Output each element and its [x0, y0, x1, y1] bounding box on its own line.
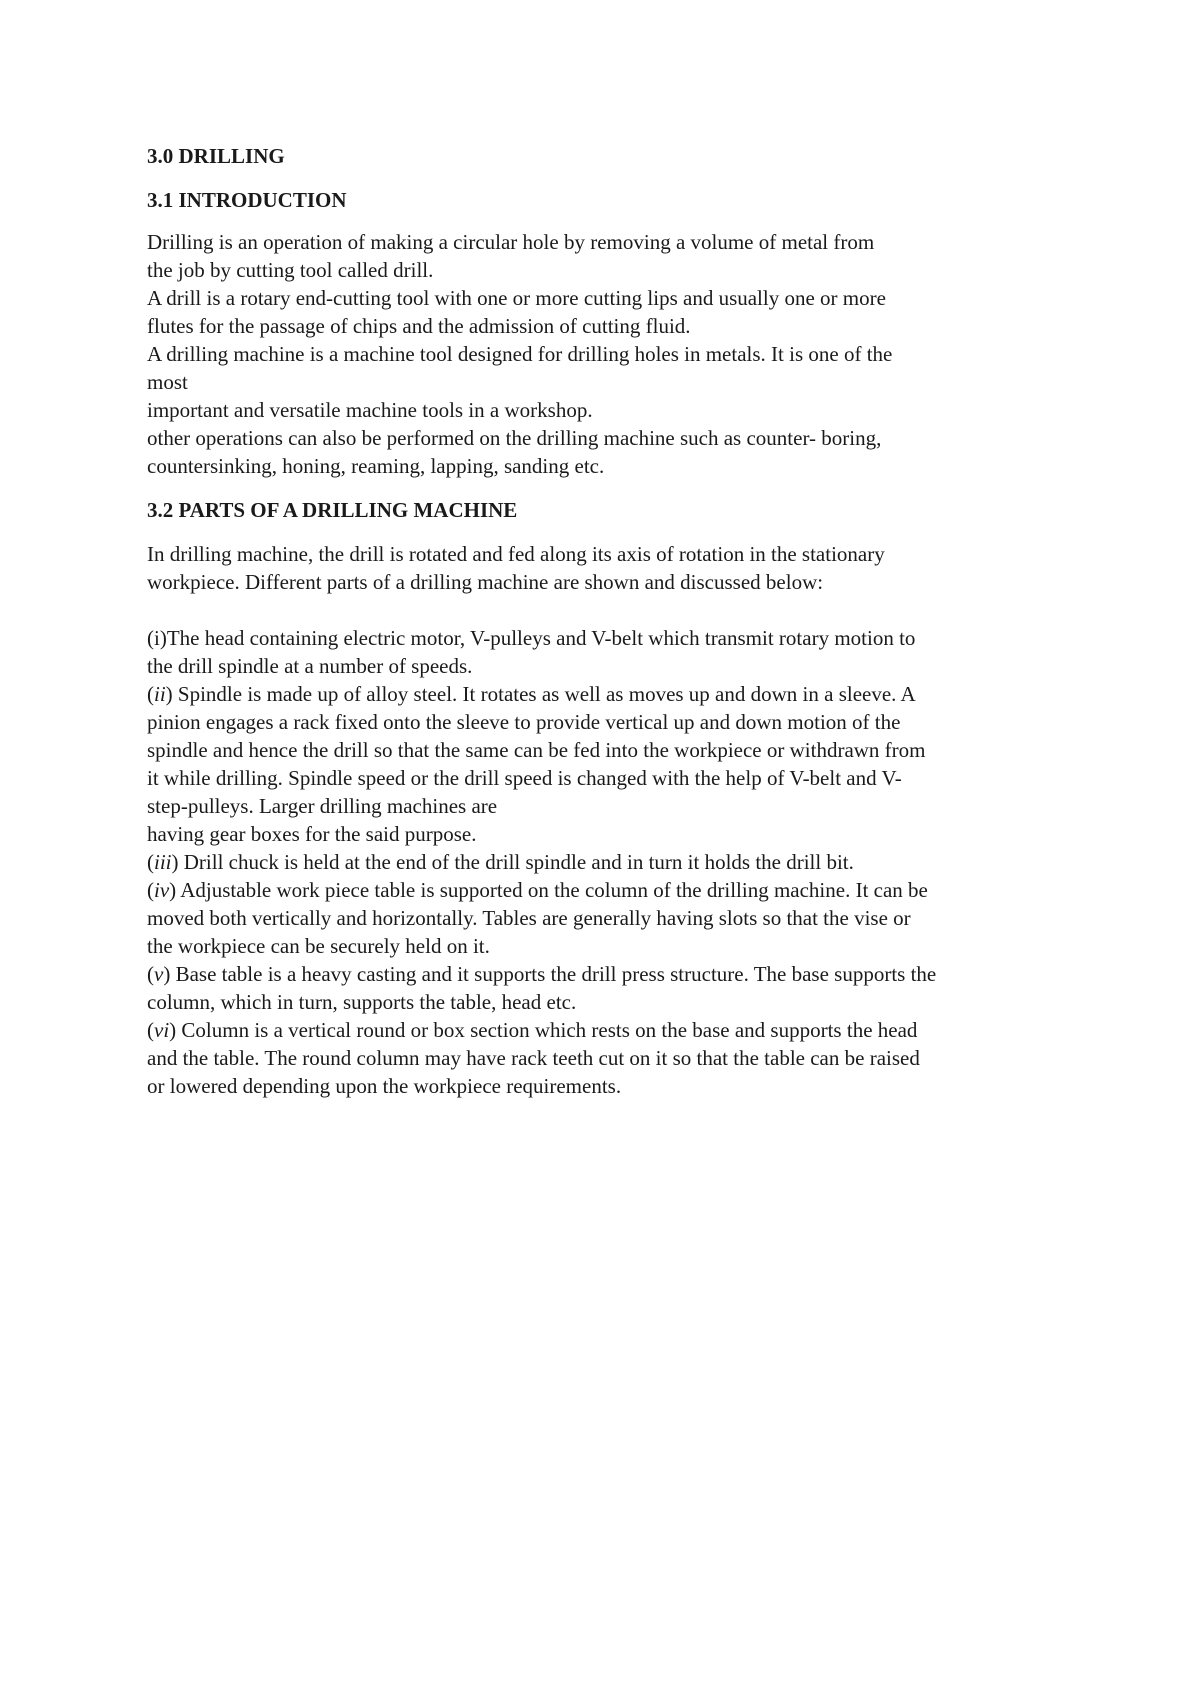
item-text: ) Spindle is made up of alloy steel. It rotates as well as moves up and down in a sleeve. A: [165, 682, 916, 706]
text-line: [147, 1016, 1077, 1044]
text-line: step-pulleys. Larger drilling machines are: [147, 794, 498, 818]
roman-numeral: vi: [154, 1018, 170, 1042]
part-item-head: [147, 624, 1077, 680]
item-text: ) Base table is a heavy casting and it supports the drill press structure. The base supports the: [163, 962, 937, 986]
text-line: or lowered depending upon the workpiece requirements.: [147, 1074, 622, 1098]
text-line: countersinking, honing, reaming, lapping, sanding etc.: [147, 454, 605, 478]
text-line: the drill spindle at a number of speeds.: [147, 654, 473, 678]
part-item-base: [147, 960, 1077, 1016]
text-line: pinion engages a rack fixed onto the sleeve to provide vertical up and down motion of the: [147, 710, 901, 734]
item-text: ) Drill chuck is held at the end of the drill spindle and in turn it holds the drill bit.: [171, 850, 854, 874]
text-line: moved both vertically and horizontally. Tables are generally having slots so that the vise or: [147, 906, 911, 930]
roman-numeral: ii: [154, 682, 166, 706]
section-heading-drilling: 3.0 DRILLING: [147, 144, 285, 168]
paren-open: (: [147, 878, 154, 902]
text-line: [147, 960, 1077, 988]
parts-list: [147, 624, 1077, 1100]
text-line: flutes for the passage of chips and the admission of cutting fluid.: [147, 314, 691, 338]
part-item-spindle: [147, 680, 1077, 848]
introduction-paragraph: [147, 228, 1077, 480]
paren-open: (: [147, 962, 154, 986]
text-line: and the table. The round column may have rack teeth cut on it so that the table can be raised: [147, 1046, 920, 1070]
section-heading-parts: 3.2 PARTS OF A DRILLING MACHINE: [147, 498, 518, 522]
paren-open: (: [147, 850, 154, 874]
text-line: other operations can also be performed on the drilling machine such as counter- boring,: [147, 426, 882, 450]
text-line: it while drilling. Spindle speed or the drill speed is changed with the help of V-belt and V-: [147, 766, 902, 790]
paren-open: (: [147, 1018, 154, 1042]
text-line: spindle and hence the drill so that the same can be fed into the workpiece or withdrawn from: [147, 738, 926, 762]
parts-intro-paragraph: [147, 540, 1077, 596]
text-line: A drilling machine is a machine tool designed for drilling holes in metals. It is one of the: [147, 342, 893, 366]
text-line: [147, 876, 1077, 904]
text-line: (i)The head containing electric motor, V-pulleys and V-belt which transmit rotary motion to: [147, 626, 916, 650]
text-line: [147, 680, 1077, 708]
roman-numeral: iii: [154, 850, 172, 874]
section-heading-introduction: 3.1 INTRODUCTION: [147, 188, 347, 212]
item-text: ) Adjustable work piece table is supported on the column of the drilling machine. It can be: [169, 878, 928, 902]
item-text: ) Column is a vertical round or box section which rests on the base and supports the head: [169, 1018, 918, 1042]
text-line: column, which in turn, supports the table, head etc.: [147, 990, 577, 1014]
part-item-chuck: [147, 848, 1077, 876]
text-line: important and versatile machine tools in a workshop.: [147, 398, 593, 422]
text-line: the workpiece can be securely held on it.: [147, 934, 490, 958]
paren-open: (: [147, 682, 154, 706]
roman-numeral: v: [154, 962, 164, 986]
text-line: most: [147, 370, 188, 394]
text-line: Drilling is an operation of making a circular hole by removing a volume of metal from: [147, 230, 875, 254]
roman-numeral: iv: [154, 878, 170, 902]
text-line: workpiece. Different parts of a drilling machine are shown and discussed below:: [147, 570, 824, 594]
document-page: [147, 142, 1077, 1100]
text-line: having gear boxes for the said purpose.: [147, 822, 477, 846]
part-item-column: [147, 1016, 1077, 1100]
text-line: In drilling machine, the drill is rotated and fed along its axis of rotation in the stationary: [147, 542, 885, 566]
blank-line: [147, 596, 1077, 624]
text-line: A drill is a rotary end-cutting tool with one or more cutting lips and usually one or more: [147, 286, 886, 310]
part-item-table: [147, 876, 1077, 960]
text-line: the job by cutting tool called drill.: [147, 258, 434, 282]
text-line: [147, 848, 1077, 876]
